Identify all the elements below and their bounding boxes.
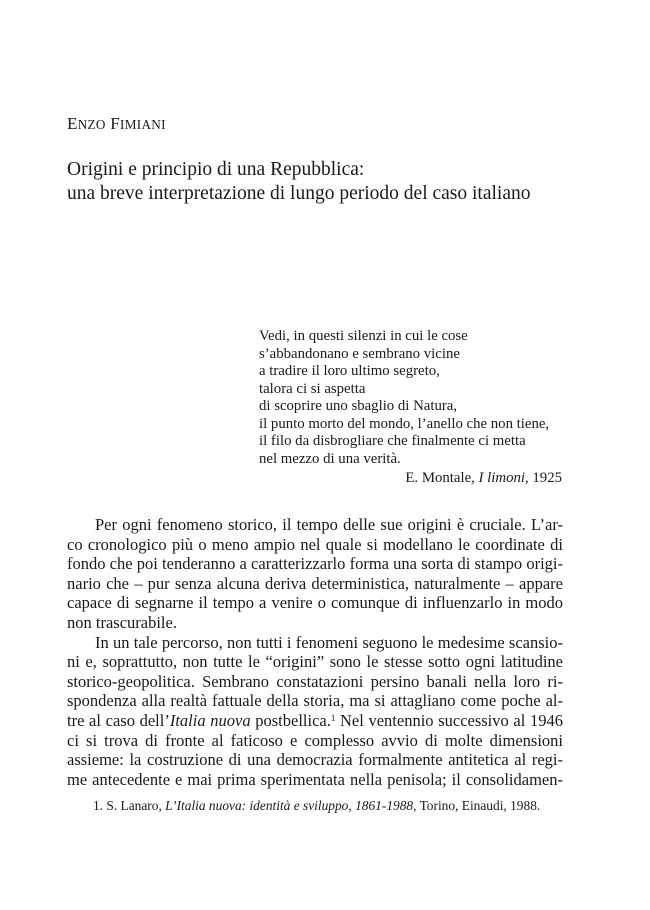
body-line: storico-geopolitica. Sembrano constatazioni persino banali nella loro ri- — [67, 671, 563, 691]
source-author: E. Montale, — [405, 470, 475, 486]
epigraph-source — [405, 470, 562, 487]
epigraph-line: talora ci si aspetta — [259, 380, 366, 397]
footnote-ref[interactable]: 1 — [330, 712, 336, 723]
epigraph-line: s’abbandonano e sembrano vicine — [259, 345, 460, 362]
title-line: Origini e principio di una Repubblica: — [67, 159, 365, 180]
body-line: non trascurabile. — [67, 612, 177, 632]
body-line: ni e, soprattutto, non tutte le “origini” sono le stesse sotto ogni latitudine — [67, 652, 563, 672]
body-line: me antecedente e mai prima sperimentata nella penisola; il consolidamen- — [67, 769, 563, 789]
author-last-rest: IMIANI — [120, 117, 166, 132]
epigraph-line: nel mezzo di una verità. — [259, 450, 401, 467]
body-line: assieme: la costruzione di una democrazia formalmente antitetica al regi- — [67, 750, 563, 770]
source-year: , 1925 — [525, 470, 562, 486]
epigraph-line: a tradire il loro ultimo segreto, — [259, 363, 440, 379]
body-line: Per ogni fenomeno storico, il tempo delle sue origini è cruciale. L’ar- — [95, 515, 563, 534]
source-work: I limoni — [478, 470, 525, 486]
author-first-rest: NZO — [77, 117, 106, 132]
title-line: una breve interpretazione di lungo periodo del caso italiano — [67, 183, 531, 204]
body-line: co cronologico più o meno ampio nel quale si modellano le coordinate di — [67, 534, 563, 554]
body-line: ci si trova di fronte al faticoso e complesso avvio di molte dimensioni — [67, 730, 563, 750]
body-line: In un tale percorso, non tutti i fenomeni seguono le medesime scansio- — [95, 632, 563, 652]
body-line: fondo che poi tenderanno a caratterizzarlo forma una sorta di stampo origi- — [67, 554, 563, 574]
body-line: capace di segnarne il tempo a venire o comunque di influenzarlo in modo — [67, 593, 563, 613]
epigraph — [259, 328, 549, 468]
epigraph-line: Vedi, in questi silenzi in cui le cose — [259, 328, 468, 344]
epigraph-line: di scoprire uno sbaglio di Natura, — [259, 398, 458, 414]
author-last-initial: F — [110, 114, 121, 133]
article-title — [67, 158, 607, 206]
body-line: tre al caso dell’Italia nuova postbellica.$^1$ Nel ventennio successivo al 1946 — [67, 710, 563, 730]
body-line: spondenza alla realtà fattuale della storia, ma si attagliano come poche al- — [67, 691, 563, 711]
author-first-initial: E — [67, 114, 78, 133]
author-name — [67, 114, 166, 134]
epigraph-line: il punto morto del mondo, l’anello che non tiene, — [259, 415, 550, 432]
footnote: 1. S. Lanaro, L’Italia nuova: identità e sviluppo, 1861-1988, Torino, Einaudi, 1988. — [93, 798, 541, 813]
body-text — [67, 515, 563, 789]
body-line: nario che – pur senza alcuna deriva deterministica, naturalmente – appare — [67, 573, 563, 593]
epigraph-line: il filo da disbrogliare che finalmente ci metta — [259, 433, 526, 449]
